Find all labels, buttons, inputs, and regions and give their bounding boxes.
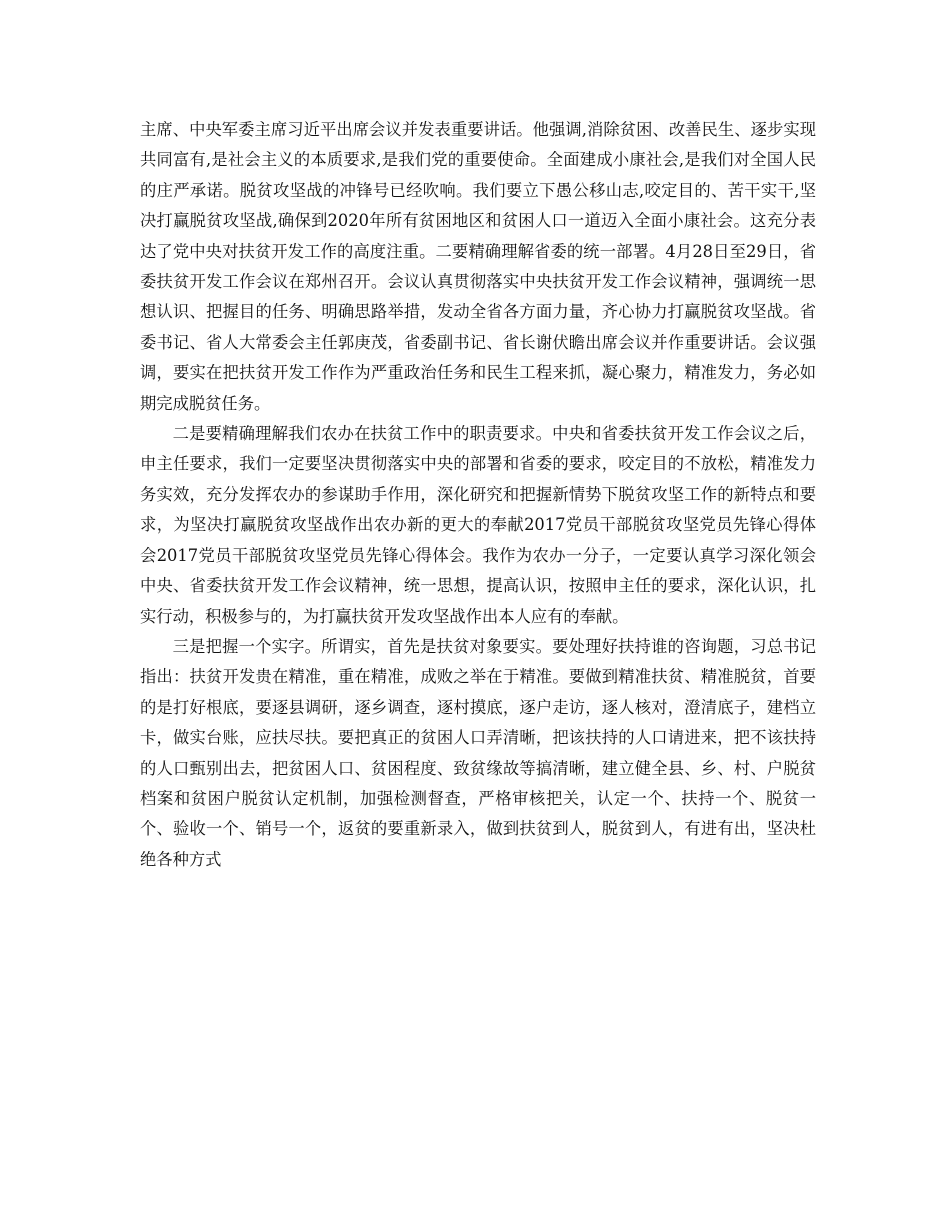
- paragraph-grasp-reality: 三是把握一个实字。所谓实，首先是扶贫对象要实。要处理好扶持谁的咨询题，习总书记指出：扶贫开发贵在精准，重在精准，成败之举在于精准。要做到精准扶贫、精准脱贫，首要的是打好根底，要逐县调研，逐乡调查，逐村摸底，逐户走访，逐人核对，澄清底子，建档立卡，做实台账，应扶尽扶。要把真正的贫困人口弄清晰，把该扶持的人口请进来，把不该扶持的人口甄别出去，把贫困人口、贫困程度、致贫缘故等搞清晰，建立健全县、乡、村、户脱贫档案和贫困户脱贫认定机制，加强检测督查，严格审核把关，认定一个、扶持一个、脱贫一个、验收一个、销号一个，返贫的要重新录入，做到扶贫到人，脱贫到人，有进有出，坚决杜绝各种方式: [140, 636, 816, 869]
- paragraph-office-duties: 二是要精确理解我们农办在扶贫工作中的职责要求。中央和省委扶贫开发工作会议之后，申主任要求，我们一定要坚决贯彻落实中央的部署和省委的要求，咬定目的不放松，精准发力务实效，充分发挥农办的参谋助手作用，深化研究和把握新情势下脱贫攻坚工作的新特点和要求，为坚决打赢脱贫攻坚战作出农办新的更大的奉献2017党员干部脱贫攻坚党员先锋心得体会2017党员干部脱贫攻坚党员先锋心得体会。我作为农办一分子，一定要认真学习深化领会中央、省委扶贫开发工作会议精神，统一思想，提高认识，按照申主任的要求，深化认识，扎实行动，积极参与的，为打赢扶贫开发攻坚战作出本人应有的奉献。: [140, 424, 816, 626]
- document-body: [140, 115, 816, 875]
- paragraph-continuation: 主席、中央军委主席习近平出席会议并发表重要讲话。他强调,消除贫困、改善民生、逐步实现共同富有,是社会主义的本质要求,是我们党的重要使命。全面建成小康社会,是我们对全国人民的庄严承诺。脱贫攻坚战的冲锋号已经吹响。我们要立下愚公移山志,咬定目的、苦干实干,坚决打赢脱贫攻坚战,确保到2020年所有贫困地区和贫困人口一道迈入全面小康社会。这充分表达了党中央对扶贫开发工作的高度注重。二要精确理解省委的统一部署。4月28日至29日，省委扶贫开发工作会议在郑州召开。会议认真贯彻落实中央扶贫开发工作会议精神，强调统一思想认识、把握目的任务、明确思路举措，发动全省各方面力量，齐心协力打赢脱贫攻坚战。省委书记、省人大常委会主任郭庚茂，省委副书记、省长谢伏瞻出席会议并作重要讲话。会议强调，要实在把扶贫开发工作作为严重政治任务和民生工程来抓，凝心聚力，精准发力，务必如期完成脱贫任务。: [140, 120, 816, 413]
